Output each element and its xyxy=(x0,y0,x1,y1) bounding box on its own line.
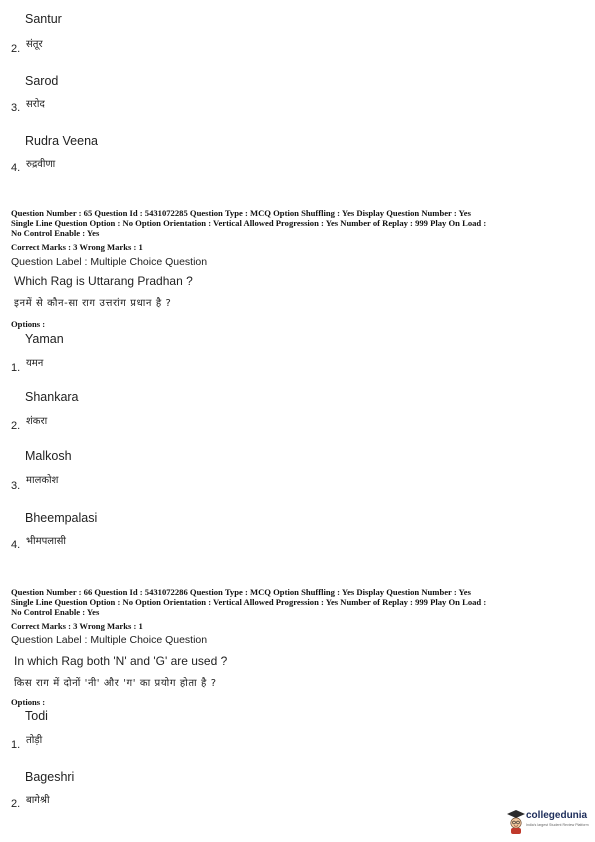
logo-tagline: India's largest Student Review Platform xyxy=(526,823,589,827)
option-hi: यमन xyxy=(26,358,44,369)
option-number: 2. xyxy=(11,420,21,432)
option-number: 4. xyxy=(11,162,21,174)
options-heading: Options : xyxy=(11,319,46,329)
option-number: 3. xyxy=(11,102,21,114)
option-number: 1. xyxy=(11,739,21,751)
option-hi: भीमपलासी xyxy=(26,536,66,547)
question-meta: Single Line Question Option : No Option Orientation : Vertical Allowed Progression : Yes Number of Replay : 999 Play On Load : xyxy=(11,597,487,607)
option-en: Shankara xyxy=(25,390,79,404)
option-hi: रुद्रवीणा xyxy=(26,159,56,170)
question-label: Question Label : Multiple Choice Question xyxy=(11,634,208,646)
option-en: Santur xyxy=(25,12,62,26)
options-heading: Options : xyxy=(11,697,46,707)
option-hi: सरोद xyxy=(26,99,45,110)
question-label: Question Label : Multiple Choice Question xyxy=(11,256,208,268)
option-hi: बागेश्री xyxy=(26,795,50,806)
question-meta: Question Number : 65 Question Id : 5431072285 Question Type : MCQ Option Shuffling : Yes Display Question Number : Yes xyxy=(11,208,471,218)
option-hi: मालकोश xyxy=(26,475,59,486)
option-number: 2. xyxy=(11,798,21,810)
collegedunia-logo xyxy=(506,808,592,836)
option-en: Todi xyxy=(25,709,48,723)
question-meta: Single Line Question Option : No Option Orientation : Vertical Allowed Progression : Yes Number of Replay : 999 Play On Load : xyxy=(11,218,487,228)
question-marks: Correct Marks : 3 Wrong Marks : 1 xyxy=(11,621,143,631)
option-en: Rudra Veena xyxy=(25,134,98,148)
question-text-en: Which Rag is Uttarang Pradhan ? xyxy=(14,274,193,288)
option-number: 3. xyxy=(11,480,21,492)
option-en: Sarod xyxy=(25,74,59,88)
question-text-en: In which Rag both 'N' and 'G' are used ? xyxy=(14,654,228,668)
option-hi: तोड़ी xyxy=(26,735,43,746)
option-en: Bageshri xyxy=(25,770,75,784)
question-marks: Correct Marks : 3 Wrong Marks : 1 xyxy=(11,242,143,252)
option-hi: संतूर xyxy=(26,39,43,50)
option-en: Malkosh xyxy=(25,449,72,463)
option-en: Bheempalasi xyxy=(25,511,98,525)
question-text-hi: इनमें से कौन-सा राग उत्तरांग प्रधान है ? xyxy=(14,298,172,309)
option-number: 4. xyxy=(11,539,21,551)
question-text-hi: किस राग में दोनों 'नी' और 'ग' का प्रयोग होता है ? xyxy=(14,678,217,689)
question-meta: Question Number : 66 Question Id : 5431072286 Question Type : MCQ Option Shuffling : Yes Display Question Number : Yes xyxy=(11,587,471,597)
graduate-mascot-icon xyxy=(506,808,526,834)
question-meta: No Control Enable : Yes xyxy=(11,607,100,617)
option-number: 2. xyxy=(11,43,21,55)
option-number: 1. xyxy=(11,362,21,374)
option-hi: शंकरा xyxy=(26,416,48,427)
option-en: Yaman xyxy=(25,332,64,346)
logo-name: collegedunia xyxy=(526,810,588,821)
question-meta: No Control Enable : Yes xyxy=(11,228,100,238)
